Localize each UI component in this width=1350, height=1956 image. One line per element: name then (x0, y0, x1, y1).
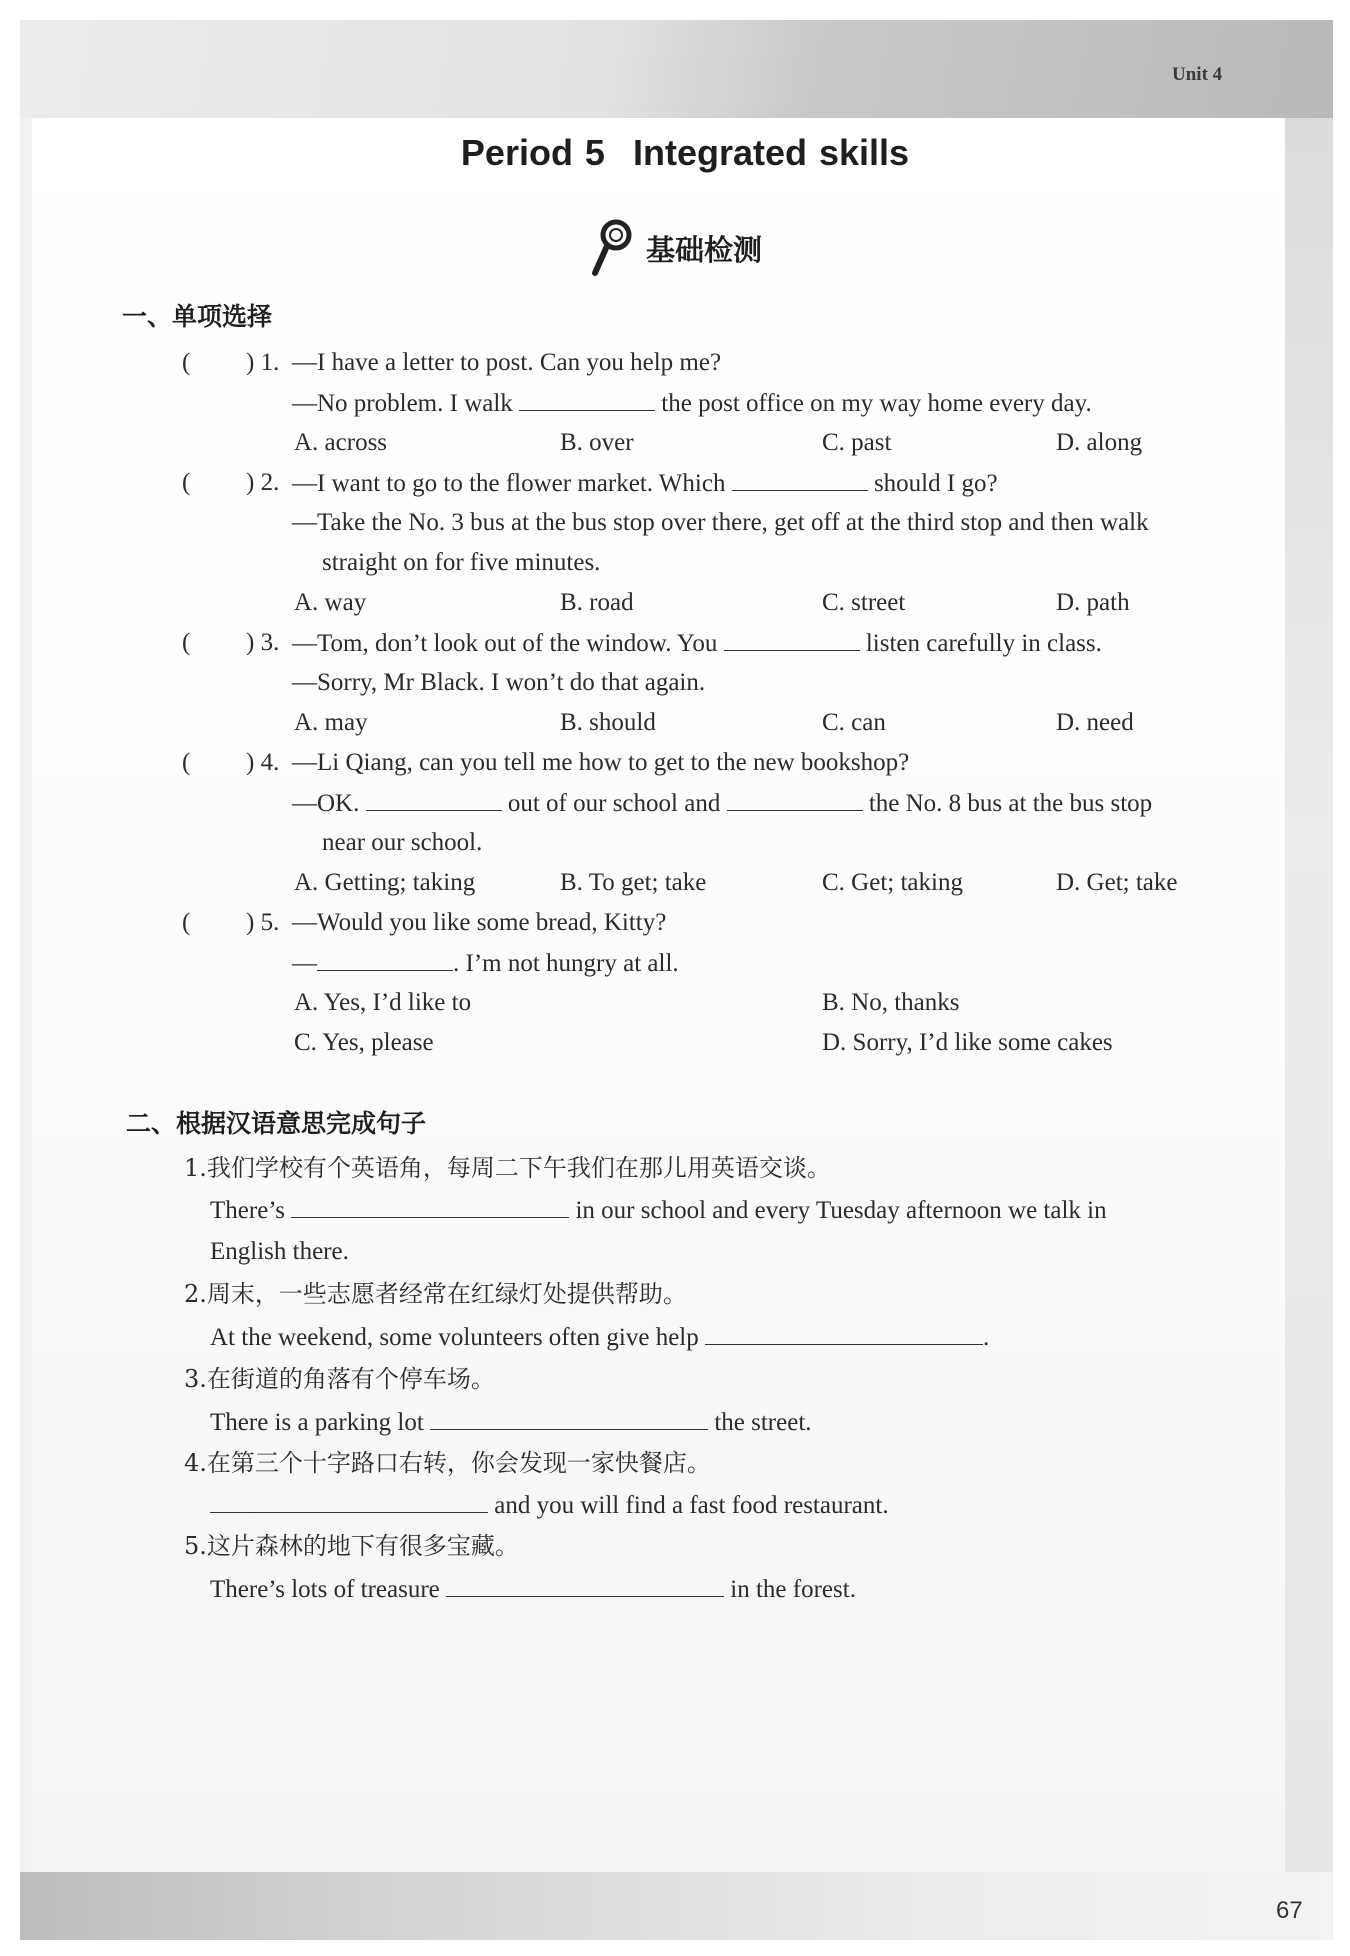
page-bottom-band (20, 1872, 1333, 1940)
chinese-prompt: 3.在街道的角落有个停车场。 (184, 1365, 495, 1393)
question-line: —Would you like some bread, Kitty? (292, 909, 667, 936)
option-a[interactable]: A. across (294, 429, 388, 456)
answer-bracket[interactable]: ( (182, 749, 191, 776)
question-line: near our school. (322, 829, 483, 856)
answer-blank[interactable] (727, 788, 863, 811)
magnifier-icon (590, 218, 636, 278)
answer-bracket[interactable]: ( (182, 349, 191, 376)
option-d[interactable]: D. path (1056, 589, 1130, 616)
banner-text: 基础检测 (646, 232, 763, 267)
chinese-prompt: 4.在第三个十字路口右转，你会发现一家快餐店。 (184, 1449, 711, 1477)
option-a[interactable]: A. Getting; taking (294, 869, 476, 896)
question-number: ) 4. (246, 749, 280, 776)
question-line: —Take the No. 3 bus at the bus stop over there, get off at the third stop and then walk (292, 509, 1149, 536)
section-1-heading: 一、单项选择 (122, 302, 273, 331)
option-d[interactable]: D. Sorry, I’d like some cakes (822, 1029, 1113, 1056)
page-content-area (32, 118, 1285, 1878)
option-b[interactable]: B. should (560, 709, 656, 736)
option-b[interactable]: B. To get; take (560, 869, 707, 896)
page-right-band (1285, 118, 1333, 1878)
answer-blank[interactable] (705, 1322, 983, 1345)
option-a[interactable]: A. way (294, 589, 367, 616)
period-label: Period 5 (460, 132, 605, 173)
option-b[interactable]: B. road (560, 589, 634, 616)
page-left-margin (20, 118, 32, 1878)
option-c[interactable]: C. past (822, 429, 892, 456)
option-c[interactable]: C. can (822, 709, 886, 736)
answer-blank[interactable] (732, 468, 868, 491)
translation-line: There’s in our school and every Tuesday afternoon we talk in (210, 1197, 1107, 1224)
answer-blank[interactable] (291, 1195, 569, 1218)
question-line: — . I’m not hungry at all. (292, 950, 679, 977)
chinese-prompt: 1.我们学校有个英语角，每周二下午我们在那儿用英语交谈。 (184, 1154, 831, 1182)
question-number: ) 1. (246, 349, 280, 376)
answer-blank[interactable] (519, 388, 655, 411)
question-line: —I want to go to the flower market. Which should I go? (292, 470, 998, 497)
question-line: —Sorry, Mr Black. I won’t do that again. (292, 669, 706, 696)
question-number: ) 5. (246, 909, 280, 936)
option-b[interactable]: B. No, thanks (822, 989, 960, 1016)
translation-line: There is a parking lot the street. (210, 1409, 812, 1436)
option-c[interactable]: C. Get; taking (822, 869, 963, 896)
option-c[interactable]: C. street (822, 589, 906, 616)
translation-line: English there. (210, 1238, 349, 1265)
answer-blank[interactable] (446, 1574, 724, 1597)
answer-bracket[interactable]: ( (182, 629, 191, 656)
page-top-band (20, 20, 1333, 118)
answer-blank[interactable] (430, 1407, 708, 1430)
answer-blank[interactable] (210, 1490, 488, 1513)
question-number: ) 2. (246, 469, 280, 496)
page-title (0, 132, 1350, 174)
answer-bracket[interactable]: ( (182, 469, 191, 496)
translation-line: and you will find a fast food restaurant. (210, 1490, 889, 1521)
chinese-prompt: 5.这片森林的地下有很多宝藏。 (184, 1532, 519, 1560)
section-banner (590, 218, 762, 278)
question-line: —Tom, don’t look out of the window. You listen carefully in class. (292, 630, 1102, 657)
option-d[interactable]: D. along (1056, 429, 1143, 456)
section-2-heading: 二、根据汉语意思完成句子 (126, 1109, 427, 1138)
question-line: —No problem. I walk the post office on my way home every day. (292, 390, 1092, 417)
translation-line: At the weekend, some volunteers often give help . (210, 1324, 990, 1351)
question-line: —I have a letter to post. Can you help me? (292, 349, 722, 376)
option-a[interactable]: A. Yes, I’d like to (294, 989, 472, 1016)
question-number: ) 3. (246, 629, 280, 656)
translation-line: There’s lots of treasure in the forest. (210, 1576, 856, 1603)
option-d[interactable]: D. Get; take (1056, 869, 1178, 896)
option-d[interactable]: D. need (1056, 709, 1134, 736)
answer-bracket[interactable]: ( (182, 909, 191, 936)
question-line: —OK. out of our school and the No. 8 bus at the bus stop (292, 790, 1153, 817)
option-a[interactable]: A. may (294, 709, 368, 736)
question-line: —Li Qiang, can you tell me how to get to the new bookshop? (292, 749, 910, 776)
option-b[interactable]: B. over (560, 429, 634, 456)
question-line: straight on for five minutes. (322, 549, 601, 576)
option-c[interactable]: C. Yes, please (294, 1029, 434, 1056)
answer-blank[interactable] (317, 948, 453, 971)
topic-label: Integrated skills (632, 132, 910, 173)
chinese-prompt: 2.周末，一些志愿者经常在红绿灯处提供帮助。 (184, 1280, 687, 1308)
answer-blank[interactable] (366, 788, 502, 811)
page-number: 67 (1276, 1897, 1303, 1924)
unit-label: Unit 4 (1172, 64, 1223, 85)
answer-blank[interactable] (724, 628, 860, 651)
